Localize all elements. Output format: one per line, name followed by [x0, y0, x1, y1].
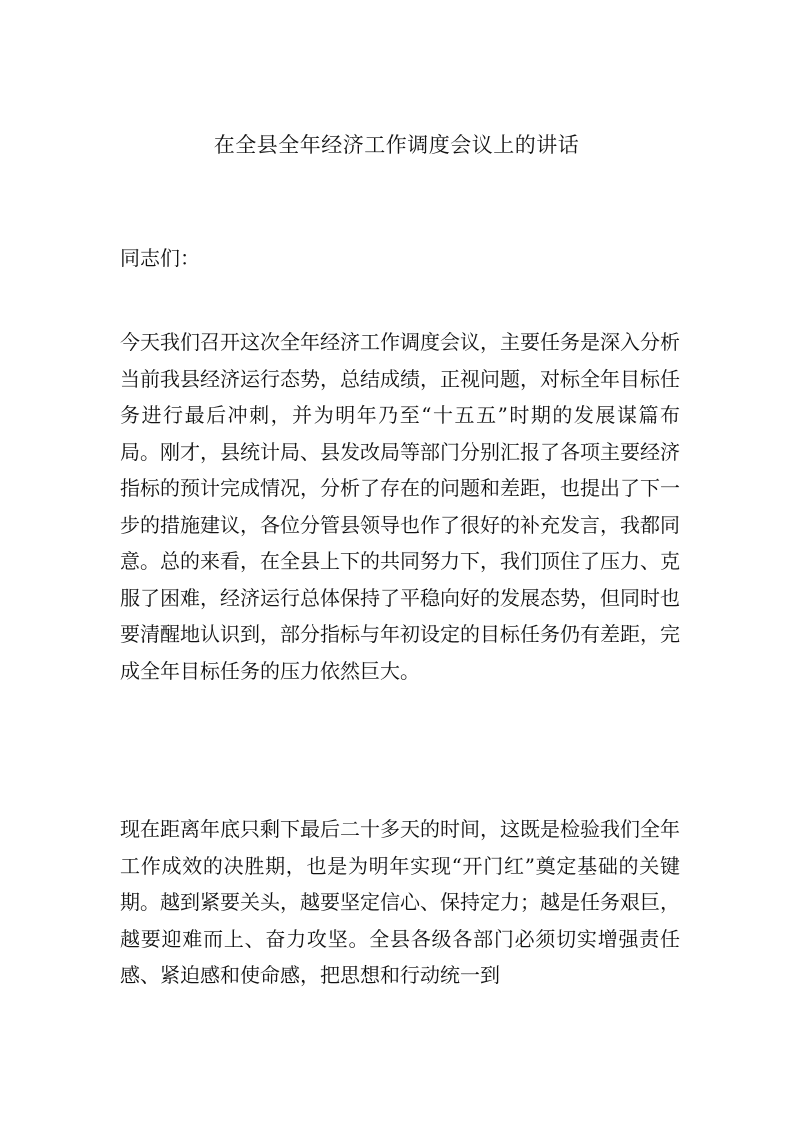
document-title: 在全县全年经济工作调度会议上的讲话 — [213, 133, 580, 157]
body-paragraph-1: 今天我们召开这次全年经济工作调度会议，主要任务是深入分析当前我县经济运行态势，总结成绩，正视问题，对标全年目标任务进行最后冲刺，并为明年乃至“十五五”时期的发展谋篇布局。刚才，县统计局、县发改局等部门分别汇报了各项主要经济指标的预计完成情况，分析了存在的问题和差距，也提出了下一步的措施建议，各位分管县领导也作了很好的补充发言，我都同意。总的来看，在全县上下的共同努力下，我们顶住了压力、克服了困难，经济运行总体保持了平稳向好的发展态势，但同时也要清醒地认识到，部分指标与年初设定的目标任务仍有差距，完成全年目标任务的压力依然巨大。 — [120, 330, 680, 683]
body-paragraph-2: 现在距离年底只剩下最后二十多天的时间，这既是检验我们全年工作成效的决胜期，也是为明年实现“开门红”奠定基础的关键期。越到紧要关头，越要坚定信心、保持定力；越是任务艰巨，越要迎难而上、奋力攻坚。全县各级各部门必须切实增强责任感、紧迫感和使命感，把思想和行动统一到 — [120, 817, 680, 987]
salutation: 同志们： — [120, 246, 200, 270]
